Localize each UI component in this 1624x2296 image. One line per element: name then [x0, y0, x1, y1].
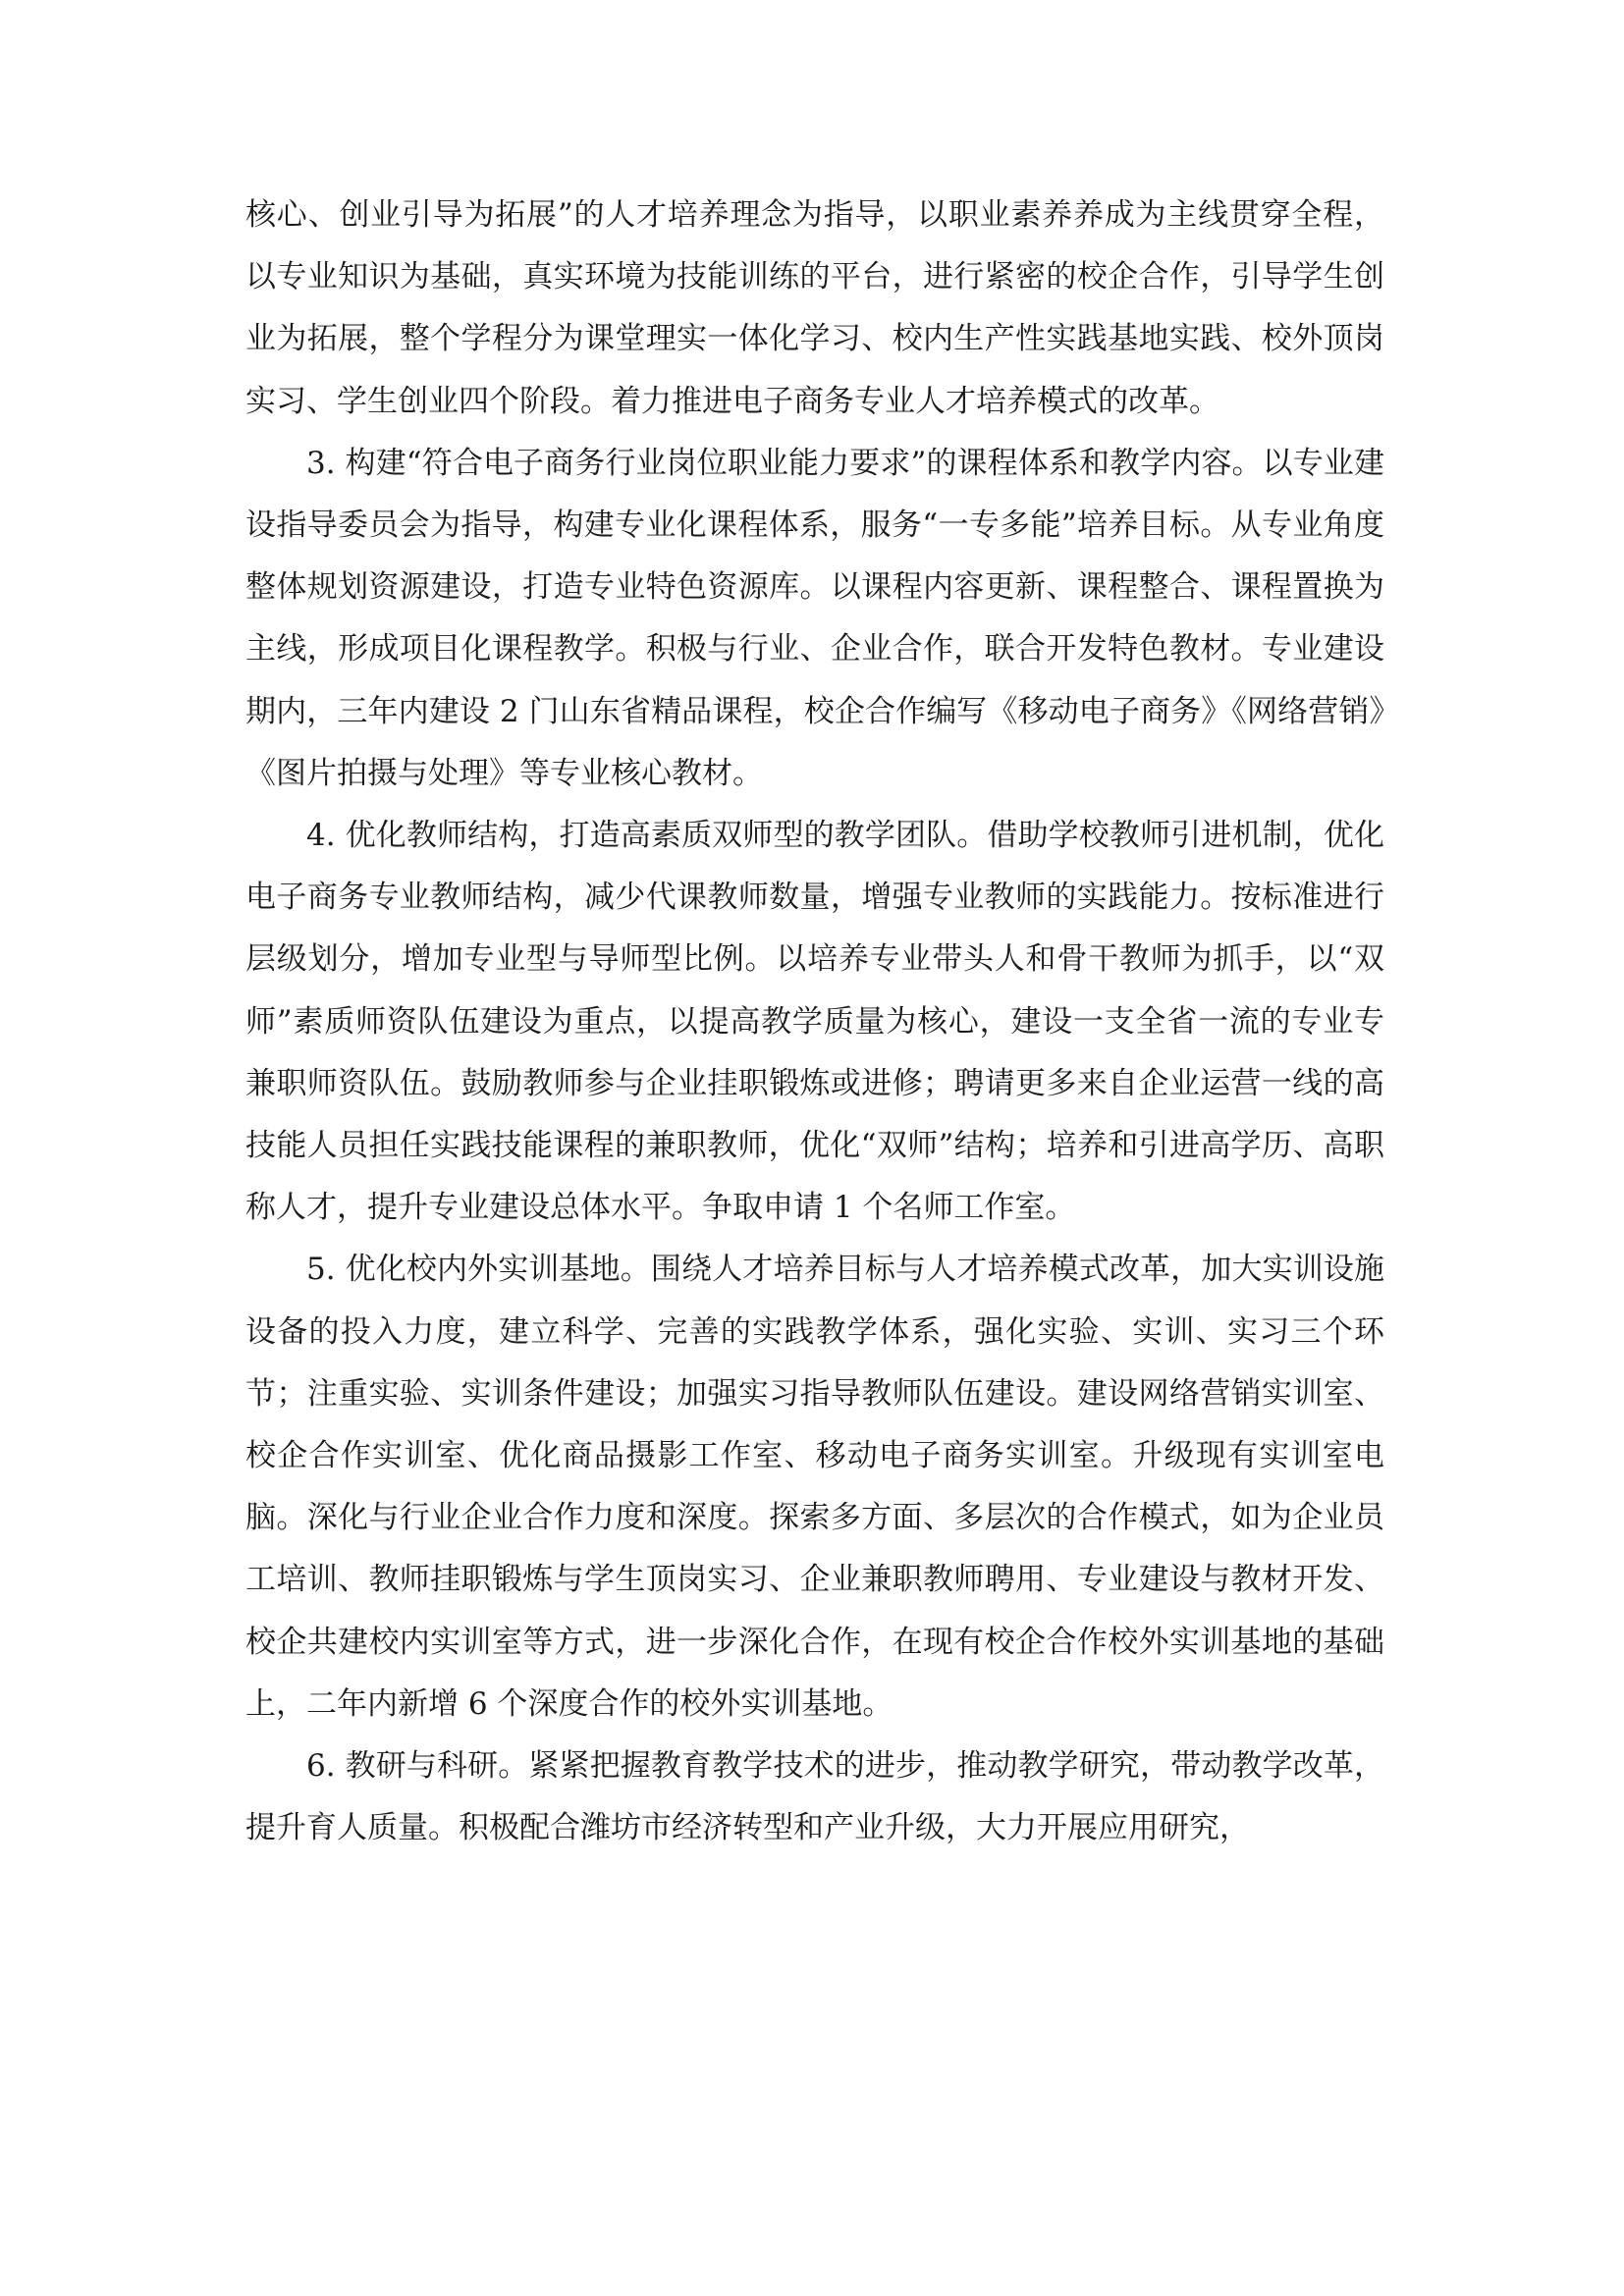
- paragraph-line: 企合作校外实训基地的基础上，二年内新增 6 个深度合作的校外实训基地。: [245, 1624, 1385, 1722]
- paragraph-4: [245, 1239, 1384, 1735]
- paragraph-line: 动电子商务》《网络营销》《图片拍摄与处理》等专业核心教材。: [245, 693, 1384, 791]
- paragraph-line: 核心、创业引导为拓展”的人才培养理念为指导，以职业素养养成为主线贯穿全: [245, 197, 1324, 233]
- paragraph-1: [245, 185, 1384, 433]
- paragraph-line: 革，提升育人质量。积极配合潍坊市经济转型和产业升级，大力开展应用研究，: [245, 1748, 1384, 1846]
- paragraph-line: 改革。: [1128, 383, 1219, 419]
- paragraph-line: 践、校外顶岗实习、学生创业四个阶段。着力推进电子商务专业人才培养模式的: [245, 321, 1385, 419]
- paragraph-line: 4. 优化教师结构，打造高素质双师型的教学团队。借助学校教师引进机制，: [306, 818, 1324, 854]
- paragraph-line: 现有实训室电脑。深化与行业企业合作力度和深度。探索多方面、多层次的合作: [245, 1438, 1385, 1536]
- paragraph-line: 专业建设与教材开发、校企共建校内实训室等方式，进一步深化合作，在现有校: [245, 1562, 1384, 1660]
- paragraph-line: 特色教材。专业建设期内，三年内建设 2 门山东省精品课程，校企合作编写《移: [245, 631, 1384, 729]
- paragraph-line: 5. 优化校内外实训基地。围绕人才培养目标与人才培养模式改革，加大实训: [306, 1252, 1324, 1288]
- paragraph-line: 从专业角度整体规划资源建设，打造专业特色资源库。以课程内容更新、课程整: [245, 507, 1385, 606]
- paragraph-line: 来自企业运营一线的高技能人员担任实践技能课程的兼职教师，优化“双师”结: [245, 1065, 1384, 1164]
- paragraph-line: 设施设备的投入力度，建立科学、完善的实践教学体系，强化实验、实训、实习: [245, 1252, 1384, 1350]
- paragraph-line: 3. 构建“符合电子商务行业岗位职业能力要求”的课程体系和教学内容。以: [306, 445, 1293, 481]
- paragraph-line: 6. 教研与科研。紧紧把握教育教学技术的进步，推动教学研究，带动教学改: [306, 1748, 1324, 1785]
- paragraph-line: 师工作室。: [923, 1190, 1076, 1226]
- paragraph-3: [245, 805, 1384, 1239]
- paragraph-line: 三个环节；注重实验、实训条件建设；加强实习指导教师队伍建设。建设网络营: [245, 1313, 1384, 1412]
- paragraph-line: 销实训室、校企合作实训室、优化商品摄影工作室、移动电子商务实训室。升级: [245, 1375, 1385, 1474]
- document-body: [245, 185, 1384, 1859]
- paragraph-5: [245, 1735, 1384, 1859]
- paragraph-line: 模式，如为企业员工培训、教师挂职锻炼与学生顶岗实习、企业兼职教师聘用、: [245, 1500, 1384, 1598]
- paragraph-line: 导学生创业为拓展，整个学程分为课堂理实一体化学习、校内生产性实践基地实: [245, 259, 1385, 357]
- paragraph-line: 专业建设指导委员会为指导，构建专业化课程体系，服务“一专多能”培养目标。: [245, 445, 1385, 544]
- paragraph-line: 全省一流的专业专兼职师资队伍。鼓励教师参与企业挂职锻炼或进修；聘请更多: [245, 1003, 1384, 1101]
- paragraph-line: 构；培养和引进高学历、高职称人才，提升专业建设总体水平。争取申请 1 个名: [245, 1128, 1385, 1226]
- paragraph-2: [245, 433, 1384, 805]
- paragraph-line: 合、课程置换为主线，形成项目化课程教学。积极与行业、企业合作，联合开发: [245, 569, 1385, 667]
- paragraph-line: 标准进行层级划分，增加专业型与导师型比例。以培养专业带头人和骨干教师为: [245, 880, 1385, 978]
- paragraph-line: 抓手，以“双师”素质师资队伍建设为重点，以提高教学质量为核心，建设一支: [245, 941, 1384, 1040]
- paragraph-line: 优化电子商务专业教师结构，减少代课教师数量，增强专业教师的实践能力。按: [245, 818, 1384, 916]
- paragraph-line: 程，以专业知识为基础，真实环境为技能训练的平台，进行紧密的校企合作，引: [245, 197, 1385, 295]
